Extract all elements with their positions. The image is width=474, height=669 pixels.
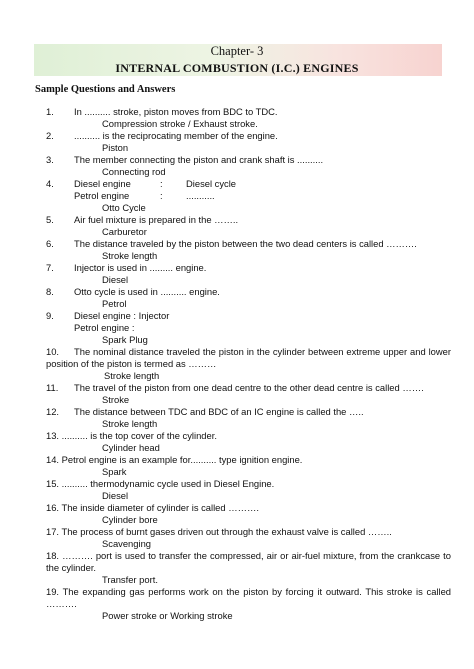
answer-text: Cylinder head [102, 442, 160, 453]
question-text: The distance traveled by the piston between the two dead centers is called ………. [74, 238, 417, 249]
answer-text: Piston [102, 142, 129, 153]
chapter-label: Chapter- 3 [210, 44, 264, 58]
question-number: 7. [46, 262, 54, 273]
question-text: The distance between TDC and BDC of an IC engine is called the ….. [74, 406, 364, 417]
question-text: Petrol engine : [74, 322, 135, 333]
answer-text: Stroke length [102, 250, 158, 261]
question-text: Injector is used in ......... engine. [74, 262, 207, 273]
answer-text: Stroke length [102, 418, 158, 429]
answer-text: Power stroke or Working stroke [102, 610, 233, 621]
question-number: 5. [46, 214, 54, 225]
answer-text: Compression stroke / Exhaust stroke. [102, 118, 258, 129]
answer-text: Stroke [102, 394, 130, 405]
answer-text: Cylinder bore [102, 514, 158, 525]
question-blank: ........... [186, 190, 215, 201]
question-text: 16. The inside diameter of cylinder is called ………. [46, 502, 259, 513]
question-number: 10. [46, 346, 60, 357]
question-number: 12. [46, 406, 60, 417]
question-text: Diesel engine : Injector [74, 310, 170, 321]
answer-text: Carburetor [102, 226, 147, 237]
answer-text: Diesel [102, 274, 129, 285]
question-text: In .......... stroke, piston moves from BDC to TDC. [74, 106, 278, 117]
question-number: 3. [46, 154, 54, 165]
question-text-part: Diesel cycle [186, 178, 237, 189]
answer-text: Otto Cycle [102, 202, 146, 213]
chapter-title: INTERNAL COMBUSTION (I.C.) ENGINES [115, 61, 359, 75]
question-text: The member connecting the piston and crank shaft is .......... [74, 154, 324, 165]
question-text: 17. The process of burnt gases driven out through the exhaust valve is called …….. [46, 526, 392, 537]
question-text-part: Diesel engine [74, 178, 131, 189]
question-separator: : [160, 178, 163, 189]
section-title: Sample Questions and Answers [35, 84, 176, 95]
question-text: 18. ………. port is used to transfer the compressed, air or air-fuel mixture, from the crankcase to the cylinder. [46, 550, 451, 573]
question-number: 6. [46, 238, 54, 249]
answer-text: Connecting rod [102, 166, 166, 177]
question-text: The travel of the piston from one dead centre to the other dead centre is called ……. [74, 382, 424, 393]
question-number: 11. [46, 382, 59, 393]
question-text: Otto cycle is used in .......... engine. [74, 286, 220, 297]
question-text: 13. .......... is the top cover of the cylinder. [46, 430, 217, 441]
answer-text: Spark [102, 466, 127, 477]
question-number: 8. [46, 286, 54, 297]
question-text: Air fuel mixture is prepared in the …….. [74, 214, 239, 225]
question-text-part: Petrol engine [74, 190, 130, 201]
question-text: 14. Petrol engine is an example for.......... type ignition engine. [46, 454, 303, 465]
question-number: 4. [46, 178, 54, 189]
answer-text: Transfer port. [102, 574, 158, 585]
question-separator: : [160, 190, 163, 201]
answer-text: Spark Plug [102, 334, 148, 345]
question-number: 2. [46, 130, 54, 141]
question-number: 1. [46, 106, 54, 117]
question-text: .......... is the reciprocating member of the engine. [74, 130, 278, 141]
question-text: 19. The expanding gas performs work on the piston by forcing it outward. This stroke is called ………. [46, 586, 451, 609]
question-number: 9. [46, 310, 54, 321]
answer-text: Petrol [102, 298, 127, 309]
question-text: The nominal distance traveled the piston in the cylinder between extreme upper and lower position of the piston is termed as ……… [46, 346, 451, 369]
question-text: 15. .......... thermodynamic cycle used in Diesel Engine. [46, 478, 275, 489]
answer-text: Scavenging [102, 538, 151, 549]
answer-text: Diesel [102, 490, 129, 501]
answer-text: Stroke length [104, 370, 160, 381]
